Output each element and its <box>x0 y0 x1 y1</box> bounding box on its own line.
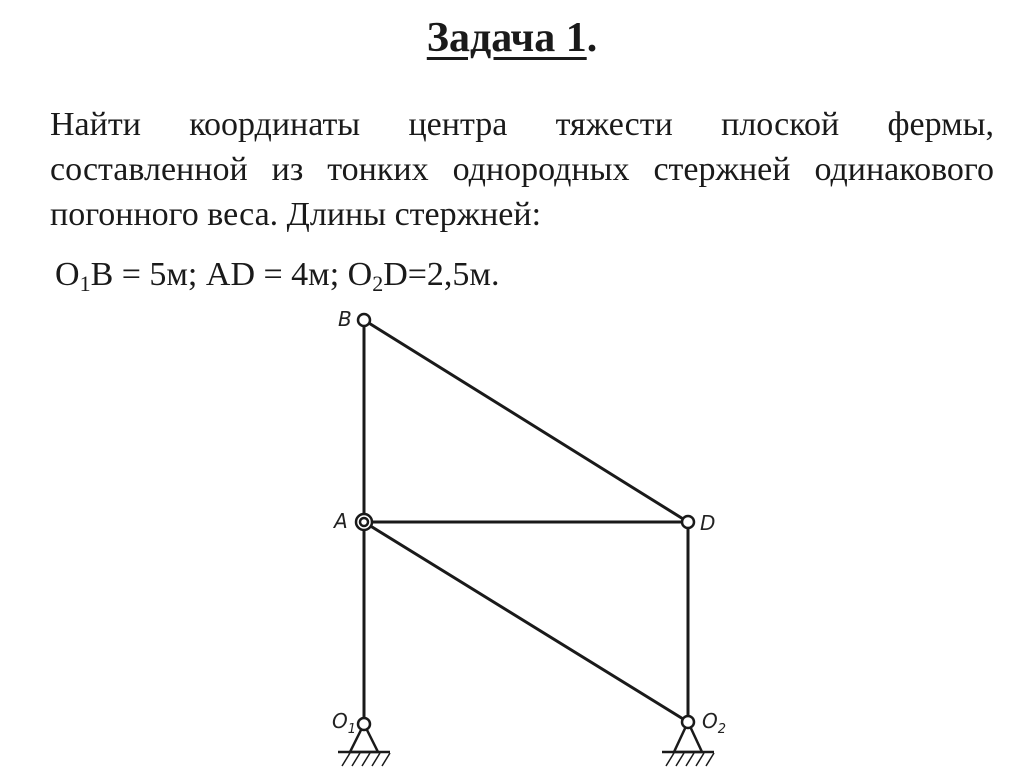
hinge-o2 <box>682 716 694 728</box>
label-d: D <box>700 511 716 535</box>
o1b-length: B = 5м; <box>90 256 206 293</box>
problem-statement: Найти координаты центра тяжести плоской фермы, составленной из тонких однородных стержней одинакового погонного веса. Длины стержней: <box>50 106 994 233</box>
label-o2 <box>702 709 726 737</box>
label-o2-letter: O <box>702 709 718 733</box>
o2d-subscript: 2 <box>372 271 384 296</box>
label-a: A <box>334 509 348 533</box>
label-o2-sub: 2 <box>717 722 727 737</box>
label-o1-letter: O <box>332 709 348 733</box>
hinge-b <box>358 314 370 326</box>
task-title-text: Задача 1 <box>426 15 587 61</box>
label-o1-sub: 1 <box>347 722 357 737</box>
label-b: B <box>338 307 352 331</box>
o2d-letter: O <box>347 256 373 293</box>
o1b-subscript: 1 <box>79 271 91 296</box>
hinge-d <box>682 516 694 528</box>
hinge-a-inner <box>360 518 368 526</box>
o1b-letter: O <box>55 256 80 293</box>
rod-a-o2 <box>364 522 688 722</box>
label-o1 <box>332 709 356 737</box>
hinge-o1 <box>358 718 370 730</box>
o2d-length: D=2,5м. <box>383 256 500 293</box>
rod-b-d <box>364 320 688 522</box>
task-title-dot: . <box>586 15 598 61</box>
ad-length: AD = 4м; <box>205 256 348 293</box>
